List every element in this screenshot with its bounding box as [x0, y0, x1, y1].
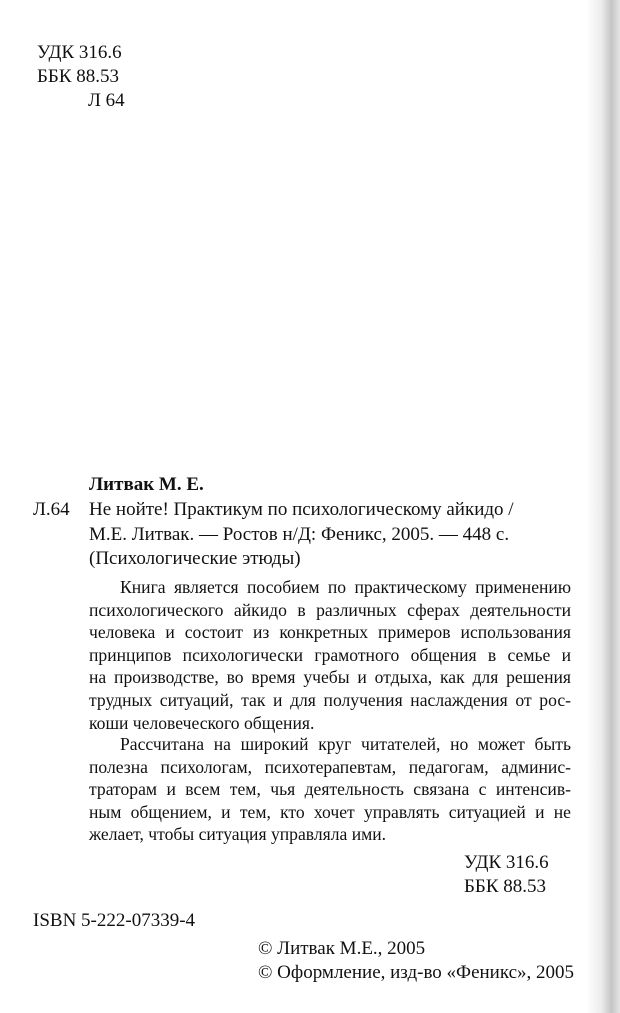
abstract-paragraph-2: [89, 733, 571, 846]
shelf-mark: Л.64: [33, 499, 70, 520]
copyright-author: © Литвак М.Е., 2005: [258, 938, 426, 959]
bbk-code-bottom: ББК 88.53: [464, 876, 546, 897]
abstract-p1-line: Книга является пособием по практическому применению: [120, 577, 571, 597]
udk-code-top: УДК 316.6: [37, 42, 122, 63]
abstract-p1-line: трудных ситуаций, так и для получения наслаждения от рос-: [89, 689, 571, 710]
abstract-p2-line: желает, чтобы ситуация управляла ими.: [89, 824, 387, 845]
abstract-p2-line: траторам и всем тем, чья деятельность связана с интенсив-: [89, 779, 571, 800]
title-line-3: (Психологические этюды): [89, 548, 301, 569]
abstract-p1-line: человека и состоит из конкретных примеров использования: [89, 622, 571, 643]
abstract-p2-line: ным общением, и тем, кто хочет управлять ситуацией и не: [89, 801, 571, 822]
abstract-p2-line: Рассчитана на широкий круг читателей, но может быть: [120, 734, 571, 754]
title-line-2: М.Е. Литвак. — Ростов н/Д: Феникс, 2005. — 448 с.: [89, 524, 510, 545]
abstract-paragraph-1: [89, 576, 571, 734]
abstract-p1-line: коши человеческого общения.: [89, 712, 315, 733]
isbn: ISBN 5-222-07339-4: [33, 910, 196, 931]
abstract-p1-line: принципов психологически грамотного общения в семье и: [89, 644, 571, 665]
page-edge-shadow: [586, 0, 620, 1013]
author-heading: Литвак М. Е.: [89, 474, 204, 495]
abstract-p1-line: на производстве, во время учебы и отдыха, как для решения: [89, 667, 571, 688]
copyright-publisher: © Оформление, изд-во «Феникс», 2005: [258, 962, 575, 983]
udk-code-bottom: УДК 316.6: [464, 852, 549, 873]
abstract-p2-line: полезна психологам, психотерапевтам, педагогам, админис-: [89, 756, 571, 777]
bbk-code-top: ББК 88.53: [37, 66, 119, 87]
abstract-p1-line: психологического айкидо в различных сферах деятельности: [89, 599, 571, 620]
author-mark-top: Л 64: [88, 90, 125, 111]
title-line-1: Не нойте! Практикум по психологическому айкидо /: [89, 499, 514, 520]
